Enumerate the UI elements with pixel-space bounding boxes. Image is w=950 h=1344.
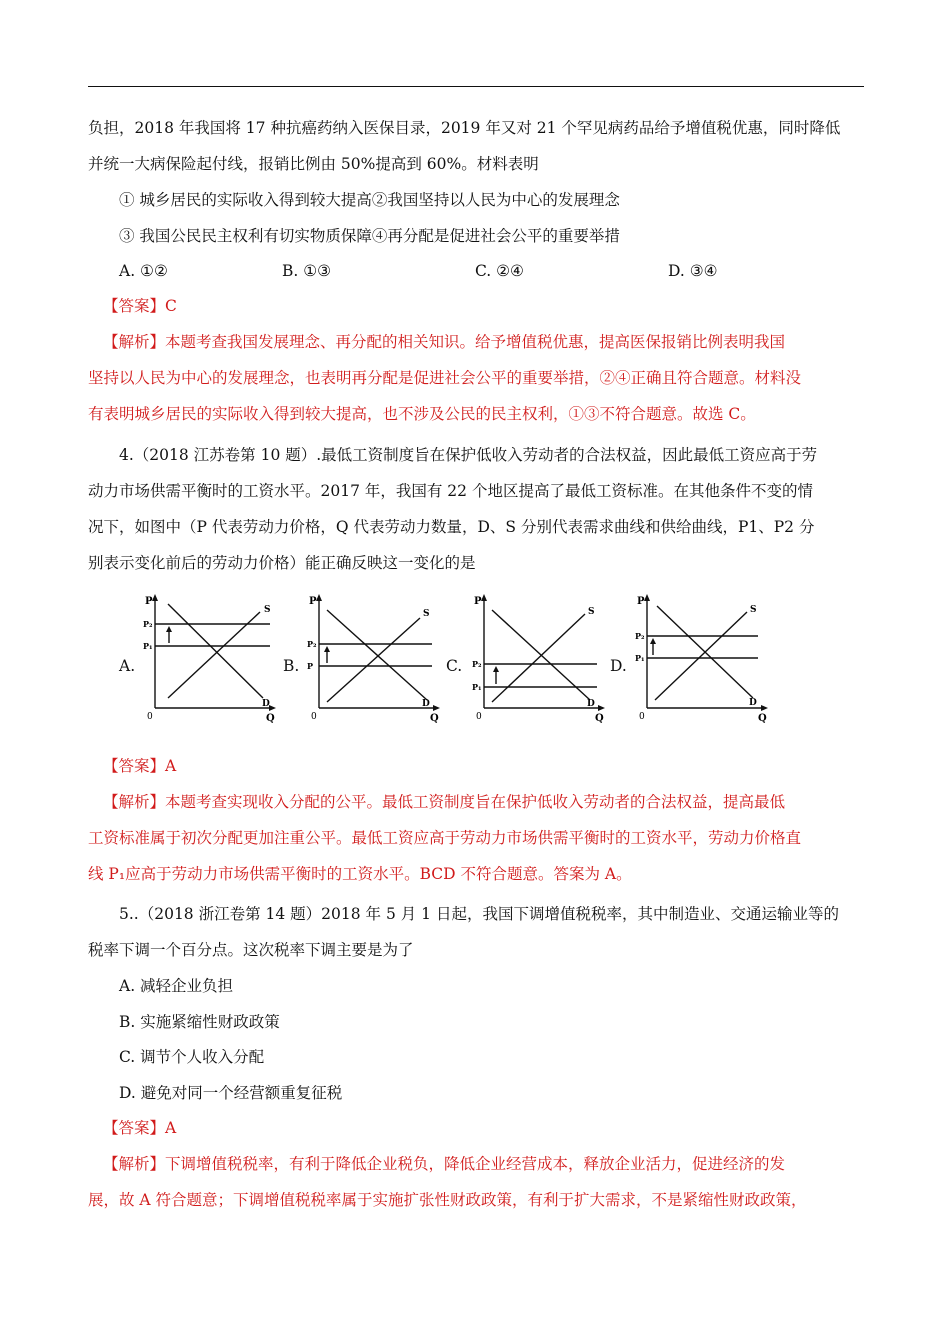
q5-option-c: C. 调节个人收入分配	[119, 1048, 265, 1066]
q4-text-line-3: 况下，如图中（P 代表劳动力价格，Q 代表劳动力数量，D、S 分别代表需求曲线和供给曲线，P1、P2 分	[88, 518, 815, 536]
graph-a-s: S	[264, 605, 271, 615]
q3-statement-2: ③ 我国公民民主权利有切实物质保障④再分配是促进社会公平的重要举措	[119, 227, 620, 245]
graph-d-d: D	[749, 698, 757, 708]
graph-b-s: S	[423, 609, 430, 619]
q3-analysis-line-3: 有表明城乡居民的实际收入得到较大提高，也不涉及公民的民主权利，①③不符合题意。故选 C。	[88, 405, 756, 423]
graph-c-p1: P₁	[472, 682, 482, 692]
graph-d	[630, 590, 770, 725]
q5-analysis-line-2: 展，故 A 符合题意；下调增值税税率属于实施扩张性财政政策，有利于扩大需求，不是紧缩性财政政策，	[88, 1191, 807, 1209]
graph-d-s: S	[750, 605, 757, 615]
q3-option-d: D. ③④	[668, 262, 718, 280]
graph-a-p1: P₁	[143, 641, 153, 651]
q5-option-b: B. 实施紧缩性财政政策	[119, 1013, 280, 1031]
graph-c-p-axis: P	[474, 596, 482, 607]
q5-text-line-2: 税率下调一个百分点。这次税率下调主要是为了	[88, 941, 414, 959]
graph-d-origin: 0	[639, 712, 645, 722]
q3-text-line-1: 负担，2018 年我国将 17 种抗癌药纳入医保目录，2019 年又对 21 个罕见病药品给予增值税优惠，同时降低	[88, 119, 841, 137]
graph-a-d: D	[262, 699, 270, 709]
graph-d-p-axis: P	[637, 596, 645, 607]
graph-b-p1: P	[307, 661, 314, 671]
graph-b	[302, 590, 442, 725]
graph-c-p2: P₂	[472, 659, 482, 669]
q3-analysis-line-1: 【解析】本题考查我国发展理念、再分配的相关知识。给予增值税优惠，提高医保报销比例表明我国	[103, 333, 786, 351]
graph-a-p2: P₂	[143, 619, 153, 629]
graph-a-label: A.	[119, 657, 136, 675]
q3-option-b: B. ①③	[282, 262, 332, 280]
graph-b-q-axis: Q	[430, 713, 439, 724]
q3-answer: 【答案】C	[103, 297, 177, 315]
q5-text-line-1: 5..（2018 浙江卷第 14 题）2018 年 5 月 1 日起，我国下调增值税税率，其中制造业、交通运输业等的	[119, 905, 839, 923]
graph-b-p-axis: P	[309, 596, 317, 607]
q4-analysis-line-1: 【解析】本题考查实现收入分配的公平。最低工资制度旨在保护低收入劳动者的合法权益，提高最低	[103, 793, 786, 811]
graph-a-p-axis: P	[145, 596, 153, 607]
header-rule	[88, 86, 864, 87]
graph-d-label: D.	[610, 657, 627, 675]
graph-d-p1: P₁	[635, 653, 645, 663]
q3-analysis-line-2: 坚持以人民为中心的发展理念，也表明再分配是促进社会公平的重要举措，②④正确且符合题意。材料没	[88, 369, 802, 387]
graph-a	[138, 590, 278, 725]
graph-c	[467, 590, 607, 725]
graph-d-p2: P₂	[635, 631, 645, 641]
graph-c-q-axis: Q	[595, 713, 604, 724]
graph-c-origin: 0	[476, 712, 482, 722]
graph-a-q-axis: Q	[266, 713, 275, 724]
q3-text-line-2: 并统一大病保险起付线，报销比例由 50%提高到 60%。材料表明	[88, 155, 539, 173]
q4-analysis-line-2: 工资标准属于初次分配更加注重公平。最低工资应高于劳动力市场供需平衡时的工资水平，劳动力价格直	[88, 829, 802, 847]
q4-text-line-2: 动力市场供需平衡时的工资水平。2017 年，我国有 22 个地区提高了最低工资标准。在其他条件不变的情	[88, 482, 813, 500]
q5-analysis-line-1: 【解析】下调增值税税率，有利于降低企业税负，降低企业经营成本，释放企业活力，促进经济的发	[103, 1155, 786, 1173]
graph-b-p2: P₂	[307, 639, 317, 649]
q5-option-a: A. 减轻企业负担	[119, 977, 234, 995]
graph-d-q-axis: Q	[758, 713, 767, 724]
graph-b-origin: 0	[311, 712, 317, 722]
graph-c-s: S	[588, 607, 595, 617]
q4-text-line-1: 4.（2018 江苏卷第 10 题）.最低工资制度旨在保护低收入劳动者的合法权益，因此最低工资应高于劳	[119, 446, 818, 464]
q4-analysis-line-3: 线 P₁应高于劳动力市场供需平衡时的工资水平。BCD 不符合题意。答案为 A。	[88, 865, 632, 883]
graph-b-label: B.	[283, 657, 300, 675]
q4-text-line-4: 别表示变化前后的劳动力价格）能正确反映这一变化的是	[88, 554, 476, 572]
graph-b-d: D	[422, 699, 430, 709]
q3-option-a: A. ①②	[119, 262, 168, 280]
graph-a-origin: 0	[147, 712, 153, 722]
graph-c-d: D	[587, 699, 595, 709]
q5-option-d: D. 避免对同一个经营额重复征税	[119, 1084, 343, 1102]
q5-answer: 【答案】A	[103, 1119, 177, 1137]
q4-answer: 【答案】A	[103, 757, 177, 775]
graph-c-label: C.	[446, 657, 463, 675]
q3-statement-1: ① 城乡居民的实际收入得到较大提高②我国坚持以人民为中心的发展理念	[119, 191, 620, 209]
q3-option-c: C. ②④	[475, 262, 524, 280]
